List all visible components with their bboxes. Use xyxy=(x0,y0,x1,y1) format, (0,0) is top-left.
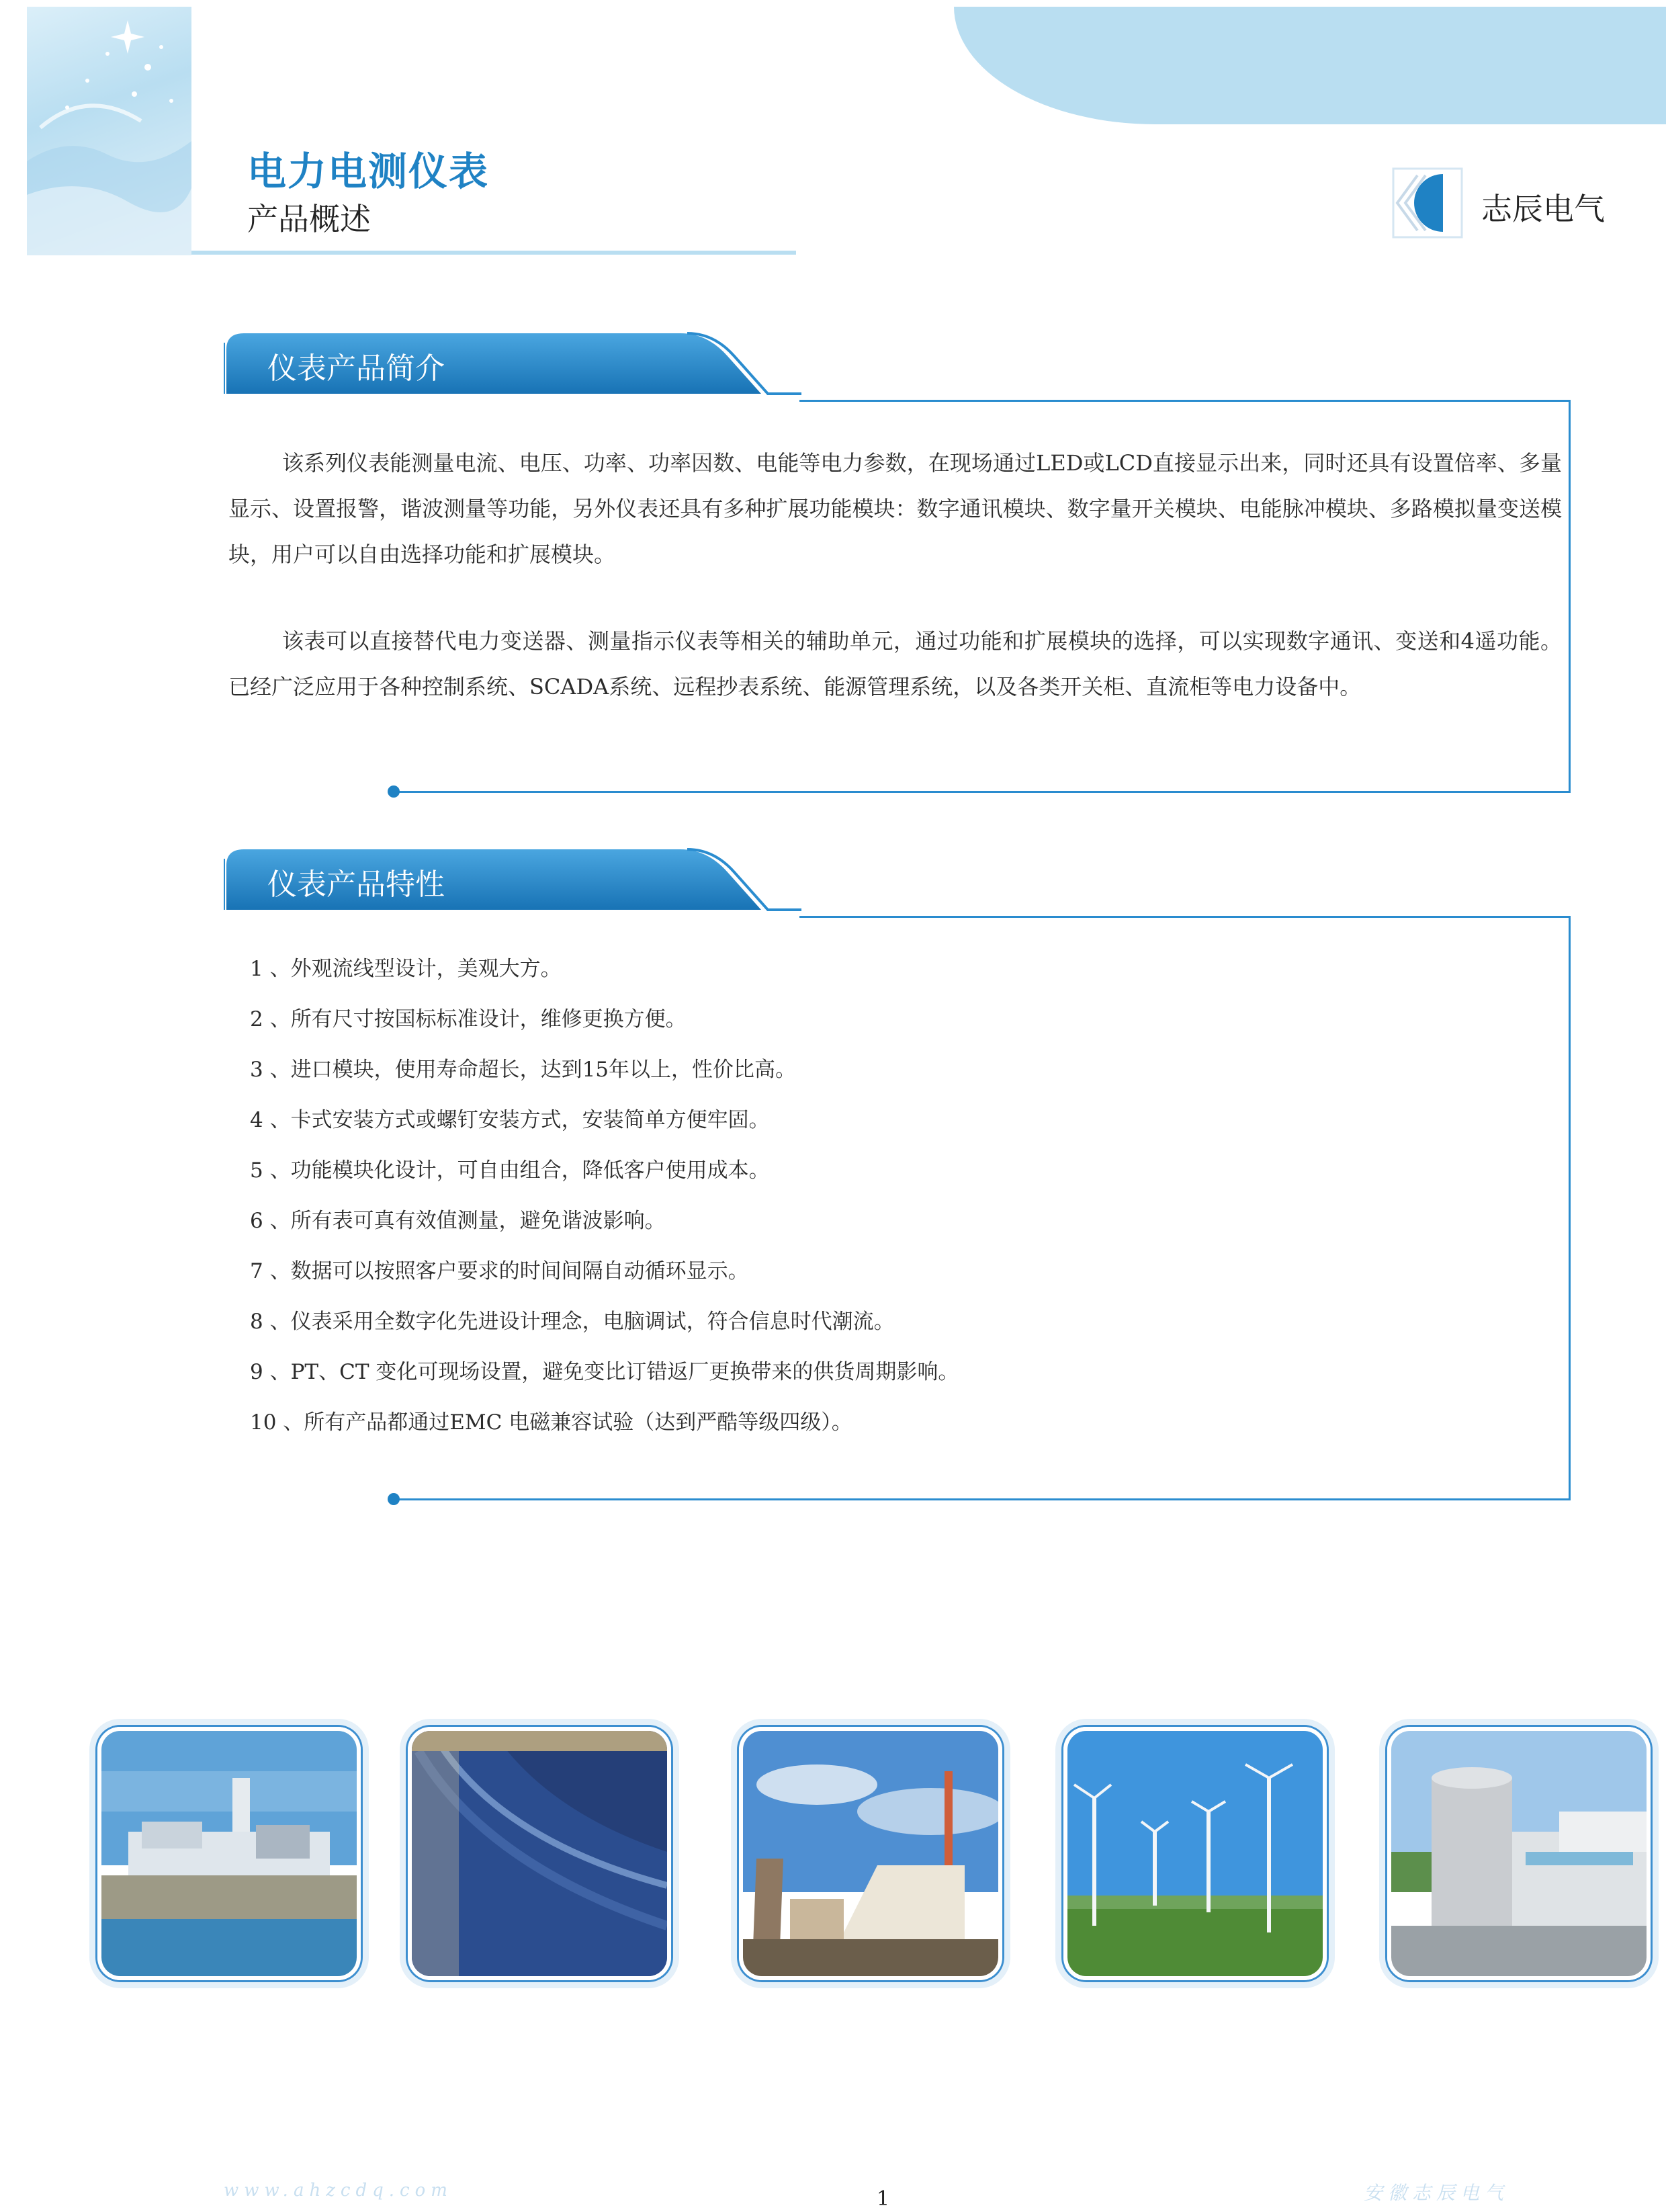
features-frame-top xyxy=(799,916,1571,918)
features-section-tab xyxy=(224,845,801,912)
brand-logo-icon xyxy=(1391,166,1464,240)
feature-item: 4 、卡式安装方式或螺钉安装方式，安装简单方便牢固。 xyxy=(250,1108,770,1132)
feature-item: 8 、仪表采用全数字化先进设计理念，电脑调试，符合信息时代潮流。 xyxy=(250,1310,895,1334)
brand-name: 志辰电气 xyxy=(1481,191,1605,227)
photo-nuclear-power-plant xyxy=(1387,1727,1651,1980)
intro-frame-bottom xyxy=(396,791,1571,793)
intro-paragraph-1: 该系列仪表能测量电流、电压、功率、功率因数、电能等电力参数，在现场通过LED或LCD直接显示出来，同时还具有设置倍率、多量显示、设置报警，谐波测量等功能，另外仪表还具有多种扩展功能模块：数字通讯模块、数字量开关模块、电能脉冲模块、多路模拟量变送模块，用户可以自由选择功能和扩展模块。 xyxy=(228,450,1562,567)
intro-frame-top xyxy=(799,400,1571,402)
page-number: 1 xyxy=(877,2187,890,2211)
header-divider xyxy=(191,251,796,255)
intro-frame-dot xyxy=(388,785,400,798)
features-heading: 仪表产品特性 xyxy=(267,867,445,902)
intro-frame-right xyxy=(1569,400,1571,793)
footer-company-name: 安徽志辰电气 xyxy=(1364,2182,1509,2204)
photo-wind-farm xyxy=(1063,1727,1327,1980)
feature-item: 3 、进口模块，使用寿命超长，达到15年以上，性价比高。 xyxy=(250,1058,797,1082)
photo-thermal-power-plant xyxy=(739,1727,1002,1980)
feature-item: 1 、外观流线型设计，美观大方。 xyxy=(250,957,562,981)
feature-item: 2 、所有尺寸按国标标准设计，维修更换方便。 xyxy=(250,1007,687,1031)
photo-dam-spillway xyxy=(408,1727,671,1980)
corner-decoration xyxy=(27,7,191,255)
photo-coastal-power-plant xyxy=(97,1727,361,1980)
features-frame-dot xyxy=(388,1493,400,1505)
feature-item: 7 、数据可以按照客户要求的时间间隔自动循环显示。 xyxy=(250,1259,749,1283)
page-subtitle: 产品概述 xyxy=(247,201,371,237)
feature-item: 6 、所有表可真有效值测量，避免谐波影响。 xyxy=(250,1209,666,1233)
features-frame-bottom xyxy=(396,1498,1571,1500)
feature-item: 5 、功能模块化设计，可自由组合，降低客户使用成本。 xyxy=(250,1158,770,1183)
feature-item: 10 、所有产品都通过EMC 电磁兼容试验（达到严酷等级四级）。 xyxy=(250,1410,852,1435)
intro-paragraph-2: 该表可以直接替代电力变送器、测量指示仪表等相关的辅助单元，通过功能和扩展模块的选择，可以实现数字通讯、变送和4遥功能。已经广泛应用于各种控制系统、SCADA系统、远程抄表系统、能源管理系统，以及各类开关柜、直流柜等电力设备中。 xyxy=(228,628,1562,699)
page-title: 电力电测仪表 xyxy=(247,148,490,194)
feature-item: 9 、PT、CT 变化可现场设置，避免变比订错返厂更换带来的供货周期影响。 xyxy=(250,1360,959,1384)
header-wave-shape xyxy=(954,7,1666,124)
feature-list xyxy=(250,944,1526,1448)
footer-website: www.ahzcdq.com xyxy=(224,2180,453,2201)
intro-heading: 仪表产品简介 xyxy=(267,351,445,386)
intro-section-tab xyxy=(224,329,801,396)
features-frame-right xyxy=(1569,916,1571,1500)
